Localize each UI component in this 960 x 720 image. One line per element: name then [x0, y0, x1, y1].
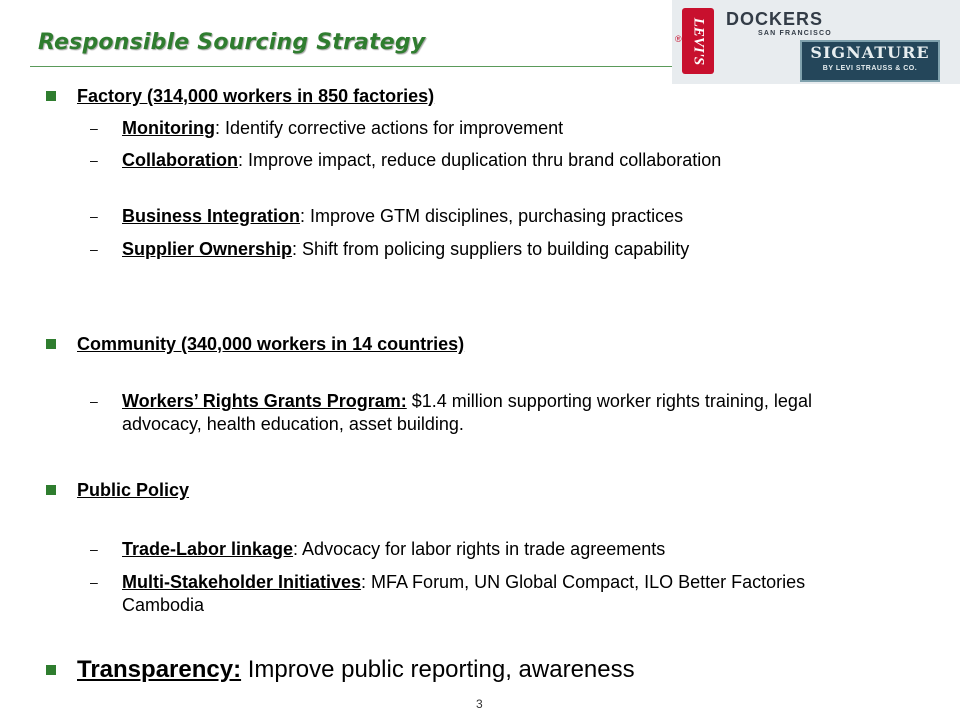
sub-item-desc: : Improve impact, reduce duplication thru brand collaboration: [238, 150, 722, 170]
sub-item-desc: : Improve GTM disciplines, purchasing practices: [300, 206, 684, 226]
page-number: 3: [476, 697, 483, 711]
levis-logo-text: LEVI'S: [690, 17, 707, 65]
dash-icon: –: [90, 208, 98, 224]
factory-sub-item: [90, 205, 880, 228]
community-heading: Community (340,000 workers in 14 countries): [77, 334, 465, 354]
sub-item-desc: : Identify corrective actions for improvement: [214, 118, 564, 138]
policy-sub-item: [90, 571, 850, 617]
dash-icon: –: [90, 152, 98, 168]
dash-icon: –: [90, 541, 98, 557]
sub-item-text: [122, 149, 721, 172]
dash-icon: –: [90, 393, 98, 409]
dockers-subtitle: SAN FRANCISCO: [758, 30, 832, 37]
dash-icon: –: [90, 574, 98, 590]
sub-item-text: [122, 538, 665, 561]
square-bullet-icon: [46, 339, 56, 349]
signature-logo-subtitle: BY LEVI STRAUSS & CO.: [822, 65, 918, 72]
levis-logo: [682, 8, 714, 74]
square-bullet-icon: [46, 91, 56, 101]
sub-item-text: [122, 390, 830, 436]
sub-item-text: [122, 238, 689, 261]
sub-item-label: Supplier Ownership: [122, 239, 293, 259]
policy-bullet-item: [46, 479, 189, 501]
transparency-text: [77, 655, 635, 685]
slide-title: Responsible Sourcing Strategy: [38, 30, 426, 55]
levis-registered-mark: ®: [675, 34, 682, 44]
sub-item-label: Business Integration: [122, 206, 301, 226]
square-bullet-icon: [46, 665, 56, 675]
community-sub-item: [90, 390, 830, 436]
sub-item-desc: : Shift from policing suppliers to building capability: [292, 239, 690, 259]
sub-item-desc: : Advocacy for labor rights in trade agreements: [293, 539, 666, 559]
factory-bullet-item: [46, 85, 434, 107]
policy-sub-item: [90, 538, 880, 561]
sub-item-label: Multi-Stakeholder Initiatives: [122, 572, 362, 592]
dash-icon: –: [90, 241, 98, 257]
policy-heading: Public Policy: [77, 480, 190, 500]
factory-heading: Factory (314,000 workers in 850 factories): [77, 86, 435, 106]
sub-item-text: [122, 205, 683, 228]
sub-item-text: [122, 571, 850, 617]
signature-logo-text: SIGNATURE: [810, 43, 930, 62]
title-divider: [30, 66, 675, 67]
sub-item-text: [122, 117, 563, 140]
square-bullet-icon: [46, 485, 56, 495]
transparency-label: Transparency:: [77, 656, 242, 683]
factory-sub-item: [90, 149, 810, 172]
sub-item-label: Collaboration: [122, 150, 238, 170]
transparency-desc: Improve public reporting, awareness: [241, 656, 635, 683]
transparency-bullet-item: [46, 655, 635, 685]
sub-item-desc: : MFA Forum, UN Global Compact, ILO Better Factories Cambodia: [122, 572, 806, 615]
brand-logos: [672, 0, 960, 84]
signature-logo: [800, 40, 940, 82]
dash-icon: –: [90, 120, 98, 136]
community-bullet-item: [46, 333, 464, 355]
sub-item-label: Monitoring: [122, 118, 215, 138]
sub-item-label: Trade-Labor linkage: [122, 539, 294, 559]
factory-sub-item: [90, 238, 880, 261]
sub-item-desc: $1.4 million supporting worker rights training, legal advocacy, health education, asset building.: [122, 391, 812, 434]
sub-item-label: Workers’ Rights Grants Program:: [122, 391, 407, 411]
dockers-logo: DOCKERS: [726, 9, 824, 29]
factory-sub-item: [90, 117, 880, 140]
